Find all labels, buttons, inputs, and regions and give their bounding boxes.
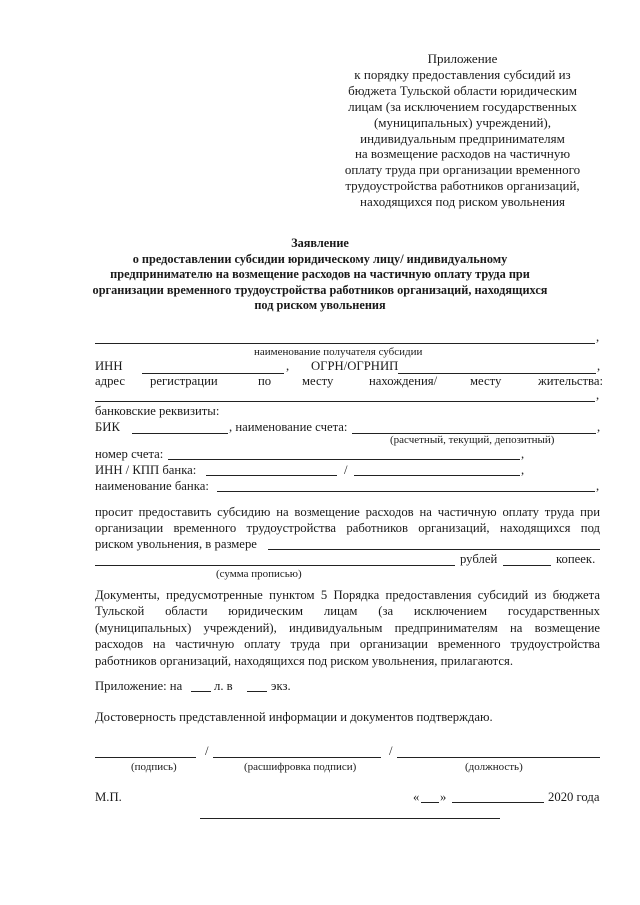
comma: , xyxy=(597,359,601,373)
appendix-line: оплату труда при организации временного xyxy=(344,162,581,178)
signature-caption: (подпись) xyxy=(131,761,177,773)
documents-line: Тульской области юридическим лицам (за исключением государственных xyxy=(95,604,600,619)
request-line: просит предоставить субсидию на возмещение расходов на частичную оплату труда при xyxy=(95,505,600,519)
slash: / xyxy=(344,463,348,477)
title-line: о предоставлении субсидии юридическому лицу/ индивидуальному xyxy=(132,251,508,266)
account-number-field[interactable] xyxy=(168,459,520,460)
address-field[interactable] xyxy=(95,401,595,402)
documents-line: Документы, предусмотренные пунктом 5 Порядка предоставления субсидий из бюджета xyxy=(95,588,600,602)
date-day-field[interactable] xyxy=(421,802,439,803)
inn-label: ИНН xyxy=(95,359,123,373)
bank-inn-field[interactable] xyxy=(206,475,337,476)
appendix-line: на возмещение расходов на частичную xyxy=(354,146,571,162)
kopecks-label: копеек. xyxy=(556,552,596,566)
appendix-line: бюджета Тульской области юридическим xyxy=(348,82,577,98)
signature-field[interactable] xyxy=(95,757,196,758)
signature-decoding-field[interactable] xyxy=(213,757,381,758)
amount-field-line-2[interactable] xyxy=(95,565,455,566)
appendix-line: лицам (за исключением государственных xyxy=(348,98,577,114)
attachment-sheets-field[interactable] xyxy=(191,691,211,692)
appendix-line: индивидуальным предпринимателям xyxy=(360,130,565,146)
bank-details-label: банковские реквизиты: xyxy=(95,404,220,418)
documents-paragraph xyxy=(95,587,600,669)
date-quote-close: » xyxy=(440,790,447,804)
attachment-copies-field[interactable] xyxy=(247,691,267,692)
stamp-label: М.П. xyxy=(95,790,122,804)
address-word: по xyxy=(258,374,272,388)
slash: / xyxy=(205,744,209,758)
title-line: предпринимателю на возмещение расходов на частичную оплату труда при xyxy=(110,267,530,281)
date-month-field[interactable] xyxy=(452,802,544,803)
title-heading: Заявление xyxy=(291,236,349,250)
request-line: организации временного трудоустройства работников организаций, находящихся под xyxy=(95,521,600,536)
position-caption: (должность) xyxy=(465,761,523,773)
documents-line: (муниципальных) учреждений), индивидуальным предпринимателям на возмещение xyxy=(95,620,600,635)
appendix-line: Приложение xyxy=(427,51,498,66)
comma: , xyxy=(596,330,600,344)
documents-line: расходов на частичную оплату труда при организации временного трудоустройства xyxy=(95,637,600,652)
bik-label: БИК xyxy=(95,420,120,434)
ogrn-label: ОГРН/ОГРНИП xyxy=(311,359,399,373)
account-name-label: , наименование счета: xyxy=(229,420,348,434)
address-word: месту xyxy=(470,374,502,388)
comma: , xyxy=(596,479,600,493)
appendix-header xyxy=(300,51,625,210)
document-title xyxy=(0,236,640,314)
attachment-middle: л. в xyxy=(214,679,233,693)
amount-field-line-1[interactable] xyxy=(268,549,600,550)
rubles-label: рублей xyxy=(460,552,498,566)
bank-name-field[interactable] xyxy=(217,491,595,492)
documents-line: работников организаций, находящихся под риском увольнения, прилагаются. xyxy=(95,653,514,668)
recipient-caption: наименование получателя субсидии xyxy=(254,346,423,358)
comma: , xyxy=(597,420,601,434)
address-word: адрес xyxy=(95,374,126,388)
appendix-line: трудоустройства работников организаций, xyxy=(345,178,580,194)
request-paragraph xyxy=(95,504,600,537)
kopecks-field[interactable] xyxy=(503,565,551,566)
address-word: жительства: xyxy=(538,374,604,388)
address-word: регистрации xyxy=(150,374,218,388)
comma: , xyxy=(521,463,525,477)
recipient-name-field[interactable] xyxy=(95,343,595,344)
attachment-prefix: Приложение: на xyxy=(95,679,183,693)
position-field[interactable] xyxy=(397,757,600,758)
appendix-line: к порядку предоставления субсидий из xyxy=(354,66,571,82)
confirmation-text: Достоверность представленной информации и документов подтверждаю. xyxy=(95,710,493,724)
inn-kpp-label: ИНН / КПП банка: xyxy=(95,463,197,477)
footer-rule xyxy=(200,818,500,819)
slash: / xyxy=(389,744,393,758)
sum-caption: (сумма прописью) xyxy=(216,568,302,580)
decoding-caption: (расшифровка подписи) xyxy=(244,761,357,773)
date-year: 2020 года xyxy=(548,790,600,804)
comma: , xyxy=(521,447,525,461)
address-word: нахождения/ xyxy=(369,374,438,388)
date-quote-open: « xyxy=(413,790,420,804)
account-number-label: номер счета: xyxy=(95,447,164,461)
bank-kpp-field[interactable] xyxy=(354,475,520,476)
attachment-suffix: экз. xyxy=(271,679,291,693)
bik-field[interactable] xyxy=(132,433,228,434)
comma: , xyxy=(596,388,600,402)
appendix-line: (муниципальных) учреждений), xyxy=(373,114,552,130)
address-word: месту xyxy=(302,374,334,388)
title-line: организации временного трудоустройства работников организаций, находящихся xyxy=(92,282,548,297)
amount-label: риском увольнения, в размере xyxy=(95,537,257,551)
bank-name-label: наименование банка: xyxy=(95,479,209,493)
appendix-line: находящихся под риском увольнения xyxy=(359,194,566,210)
title-line: под риском увольнения xyxy=(254,298,386,312)
account-caption: (расчетный, текущий, депозитный) xyxy=(390,434,555,446)
comma: , xyxy=(286,359,290,373)
